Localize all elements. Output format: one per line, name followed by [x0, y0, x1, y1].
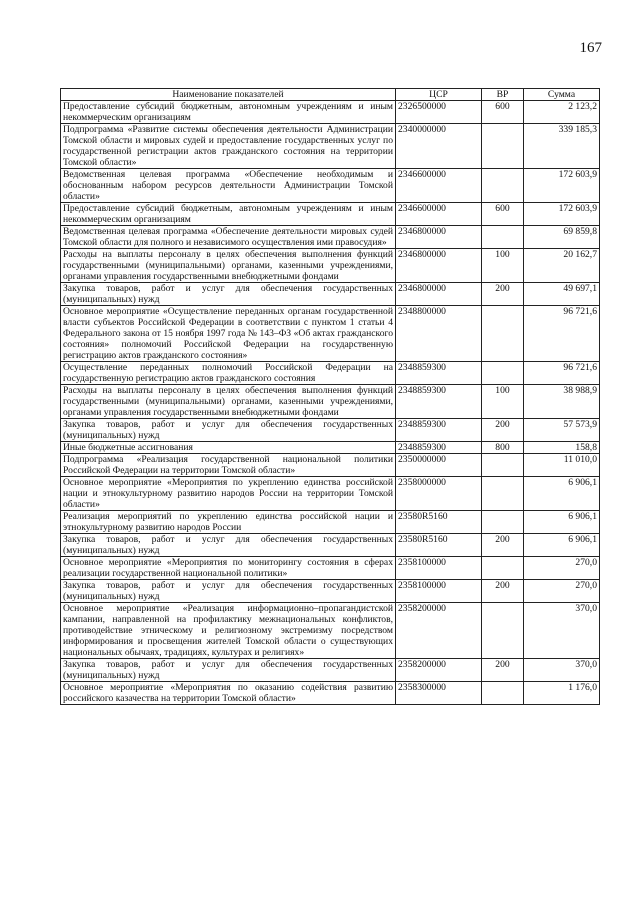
row-vr: 200: [482, 580, 524, 603]
table-row: [61, 124, 600, 169]
row-csr: 2358000000: [396, 477, 482, 511]
row-vr: 200: [482, 659, 524, 682]
row-csr: 2348859300: [396, 419, 482, 442]
header-sum: Сумма: [524, 89, 600, 101]
row-sum: 2 123,2: [524, 101, 600, 124]
table-row: [61, 580, 600, 603]
row-sum: 158,8: [524, 442, 600, 454]
row-name: Основное мероприятие «Осуществление переданных органам государственной власти субъектов Российской Федерации в соответствии с пунктом 1 статьи 4 Федерального закона от 15 ноября 1997 года № 143–ФЗ «Об актах гражданского состояния» полномочий Российской Федерации на государственную регистрацию актов гражданского состояния»: [61, 306, 396, 362]
row-name: Основное мероприятие «Мероприятия по мониторингу состояния в сферах реализации государственной национальной политики»: [61, 557, 396, 580]
row-vr: 800: [482, 442, 524, 454]
row-vr: [482, 124, 524, 169]
table-row: [61, 249, 600, 283]
table-row: [61, 534, 600, 557]
row-name: Расходы на выплаты персоналу в целях обеспечения выполнения функций государственными (муниципальными) органами, казенными учреждениями, органами управления государственными внебюджетными фондами: [61, 385, 396, 419]
row-csr: 23580R5160: [396, 511, 482, 534]
page-number: 167: [579, 40, 602, 56]
row-sum: 57 573,9: [524, 419, 600, 442]
row-sum: 172 603,9: [524, 203, 600, 226]
row-csr: 2350000000: [396, 454, 482, 477]
row-sum: 11 010,0: [524, 454, 600, 477]
row-csr: 23580R5160: [396, 534, 482, 557]
row-name: Иные бюджетные ассигнования: [61, 442, 396, 454]
row-vr: [482, 511, 524, 534]
row-vr: 100: [482, 385, 524, 419]
row-name: Реализация мероприятий по укреплению единства российской нации и этнокультурному развитию народов России: [61, 511, 396, 534]
row-sum: 6 906,1: [524, 534, 600, 557]
row-sum: 370,0: [524, 659, 600, 682]
table-row: [61, 659, 600, 682]
row-name: Закупка товаров, работ и услуг для обеспечения государственных (муниципальных) нужд: [61, 659, 396, 682]
table-row: [61, 385, 600, 419]
row-sum: 270,0: [524, 580, 600, 603]
table-row: [61, 203, 600, 226]
row-name: Ведомственная целевая программа «Обеспечение деятельности мировых судей Томской области для полного и независимого осуществления ими правосудия»: [61, 226, 396, 249]
row-vr: 600: [482, 203, 524, 226]
row-vr: [482, 557, 524, 580]
row-csr: 2348859300: [396, 385, 482, 419]
row-name: Основное мероприятие «Мероприятия по укреплению единства российской нации и этнокультурному развитию народов России на территории Томской области»: [61, 477, 396, 511]
row-sum: 370,0: [524, 603, 600, 659]
row-csr: 2346800000: [396, 283, 482, 306]
header-vr: ВР: [482, 89, 524, 101]
row-name: Предоставление субсидий бюджетным, автономным учреждениям и иным некоммерческим организациям: [61, 101, 396, 124]
row-csr: 2348800000: [396, 306, 482, 362]
table-row: [61, 169, 600, 203]
row-vr: 200: [482, 534, 524, 557]
row-vr: [482, 682, 524, 705]
table-row: [61, 603, 600, 659]
row-csr: 2346600000: [396, 169, 482, 203]
table-row: [61, 682, 600, 705]
row-csr: 2346800000: [396, 226, 482, 249]
row-sum: 172 603,9: [524, 169, 600, 203]
row-name: Закупка товаров, работ и услуг для обеспечения государственных (муниципальных) нужд: [61, 419, 396, 442]
row-vr: [482, 603, 524, 659]
row-sum: 270,0: [524, 557, 600, 580]
row-csr: 2358100000: [396, 580, 482, 603]
table-row: [61, 306, 600, 362]
row-name: Основное мероприятие «Реализация информационно–пропагандистской кампании, направленной на профилактику межнациональных конфликтов, противодействие этническому и религиозному экстремизму посредством информирования и просвещения жителей Томской области о существующих национальных обычаях, традициях, культурах и религиях»: [61, 603, 396, 659]
row-vr: [482, 306, 524, 362]
row-vr: 200: [482, 419, 524, 442]
row-vr: [482, 454, 524, 477]
header-name: Наименование показателей: [61, 89, 396, 101]
table-header-row: [61, 89, 600, 101]
table-row: [61, 477, 600, 511]
row-vr: [482, 362, 524, 385]
row-name: Подпрограмма «Реализация государственной национальной политики Российской Федерации на территории Томской области»: [61, 454, 396, 477]
row-sum: 69 859,8: [524, 226, 600, 249]
row-name: Предоставление субсидий бюджетным, автономным учреждениям и иным некоммерческим организациям: [61, 203, 396, 226]
row-name: Закупка товаров, работ и услуг для обеспечения государственных (муниципальных) нужд: [61, 283, 396, 306]
table-row: [61, 283, 600, 306]
row-name: Ведомственная целевая программа «Обеспечение необходимым и обоснованным набором ресурсов деятельности Администрации Томской области»: [61, 169, 396, 203]
row-name: Расходы на выплаты персоналу в целях обеспечения выполнения функций государственными (муниципальными) органами, казенными учреждениями, органами управления государственными внебюджетными фондами: [61, 249, 396, 283]
row-csr: 2346800000: [396, 249, 482, 283]
table-row: [61, 101, 600, 124]
table-row: [61, 511, 600, 534]
row-csr: 2358300000: [396, 682, 482, 705]
table-row: [61, 226, 600, 249]
row-sum: 6 906,1: [524, 511, 600, 534]
row-sum: 1 176,0: [524, 682, 600, 705]
row-csr: 2348859300: [396, 362, 482, 385]
budget-table: [60, 88, 600, 705]
row-sum: 339 185,3: [524, 124, 600, 169]
row-sum: 96 721,6: [524, 306, 600, 362]
row-name: Закупка товаров, работ и услуг для обеспечения государственных (муниципальных) нужд: [61, 534, 396, 557]
row-sum: 38 988,9: [524, 385, 600, 419]
row-csr: 2358100000: [396, 557, 482, 580]
table-row: [61, 557, 600, 580]
table-row: [61, 454, 600, 477]
row-sum: 96 721,6: [524, 362, 600, 385]
table-row: [61, 419, 600, 442]
row-name: Закупка товаров, работ и услуг для обеспечения государственных (муниципальных) нужд: [61, 580, 396, 603]
row-sum: 6 906,1: [524, 477, 600, 511]
row-sum: 20 162,7: [524, 249, 600, 283]
row-sum: 49 697,1: [524, 283, 600, 306]
row-vr: 600: [482, 101, 524, 124]
row-csr: 2340000000: [396, 124, 482, 169]
row-name: Осуществление переданных полномочий Российской Федерации на государственную регистрацию актов гражданского состояния: [61, 362, 396, 385]
row-csr: 2358200000: [396, 603, 482, 659]
row-name: Подпрограмма «Развитие системы обеспечения деятельности Администрации Томской области и мировых судей и предоставление государственных услуг по государственной регистрации актов гражданского состояния на территории Томской области»: [61, 124, 396, 169]
row-vr: [482, 226, 524, 249]
table-row: [61, 442, 600, 454]
row-name: Основное мероприятие «Мероприятия по оказанию содействия развитию российского казачества на территории Томской области»: [61, 682, 396, 705]
row-vr: 200: [482, 283, 524, 306]
row-vr: [482, 477, 524, 511]
row-csr: 2358200000: [396, 659, 482, 682]
row-csr: 2326500000: [396, 101, 482, 124]
row-csr: 2348859300: [396, 442, 482, 454]
row-vr: 100: [482, 249, 524, 283]
header-csr: ЦСР: [396, 89, 482, 101]
row-csr: 2346600000: [396, 203, 482, 226]
table-row: [61, 362, 600, 385]
row-vr: [482, 169, 524, 203]
